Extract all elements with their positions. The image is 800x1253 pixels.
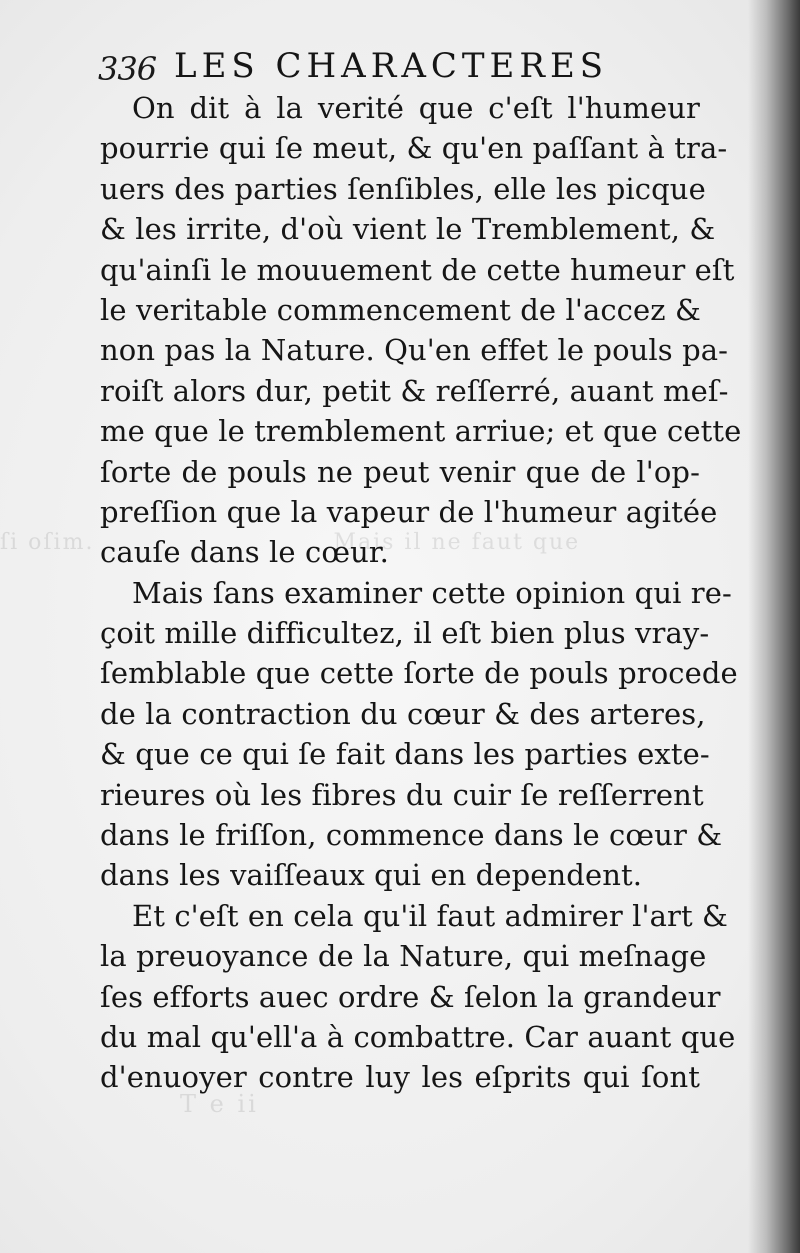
text-line: dans le friſſon, commence dans le cœur &: [100, 818, 723, 853]
text-line: Mais ſans examiner cette opinion qui re-: [132, 575, 732, 610]
text-line: ſes efforts auec ordre & ſelon la grandeur: [100, 979, 721, 1014]
text-line: d'enuoyer contre luy les eſprits qui ſont: [100, 1060, 700, 1095]
text-line: On dit à la verité que c'eſt l'humeur: [132, 91, 700, 125]
text-line: non pas la Nature. Qu'en effet le pouls pa-: [100, 333, 729, 368]
text-line: & que ce qui ſe fait dans les parties exte-: [100, 737, 710, 772]
text-line: ſorte de pouls ne peut venir que de l'op-: [100, 454, 700, 489]
text-line: du mal qu'ell'a à combattre. Car auant que: [100, 1019, 736, 1054]
bleed-through-margin: ſi oſim.: [0, 530, 95, 555]
bleed-through-bottom: T e ii: [180, 1090, 259, 1118]
text-line: me que le tremblement arriue; et que cette: [100, 414, 742, 449]
text-line: roiſt alors dur, petit & reſſerré, auant meſ-: [100, 373, 729, 408]
text-line: preſſion que la vapeur de l'humeur agitée: [100, 494, 718, 529]
bleed-through-mid: Mais il ne faut que: [333, 530, 581, 555]
text-line: la preuoyance de la Nature, qui meſnage: [100, 939, 707, 974]
text-line: çoit mille difficultez, il eſt bien plus vray-: [100, 616, 710, 651]
text-line: qu'ainſi le mouuement de cette humeur eſt: [100, 252, 735, 287]
text-line: pourrie qui ſe meut, & qu'en paſſant à tra-: [100, 131, 728, 166]
text-line: cauſe dans le cœur.: [100, 535, 389, 570]
text-line: dans les vaiſſeaux qui en dependent.: [100, 858, 643, 893]
text-line: rieures où les fibres du cuir ſe reſſerrent: [100, 777, 704, 812]
text-line: le veritable commencement de l'accez &: [100, 292, 701, 327]
text-line: uers des parties ſenſibles, elle les picque: [100, 171, 706, 206]
text-line: ſemblable que cette ſorte de pouls procede: [100, 656, 738, 691]
page-number: 336: [98, 50, 157, 88]
running-head: LES CHARACTERES: [174, 46, 609, 86]
text-line: Et c'eſt en cela qu'il faut admirer l'art &: [132, 898, 728, 933]
text-line: de la contraction du cœur & des arteres,: [100, 696, 706, 731]
text-line: & les irrite, d'où vient le Tremblement, &: [100, 212, 716, 247]
page-body-text: [100, 88, 742, 1098]
page-spine-shadow: [748, 0, 800, 1253]
